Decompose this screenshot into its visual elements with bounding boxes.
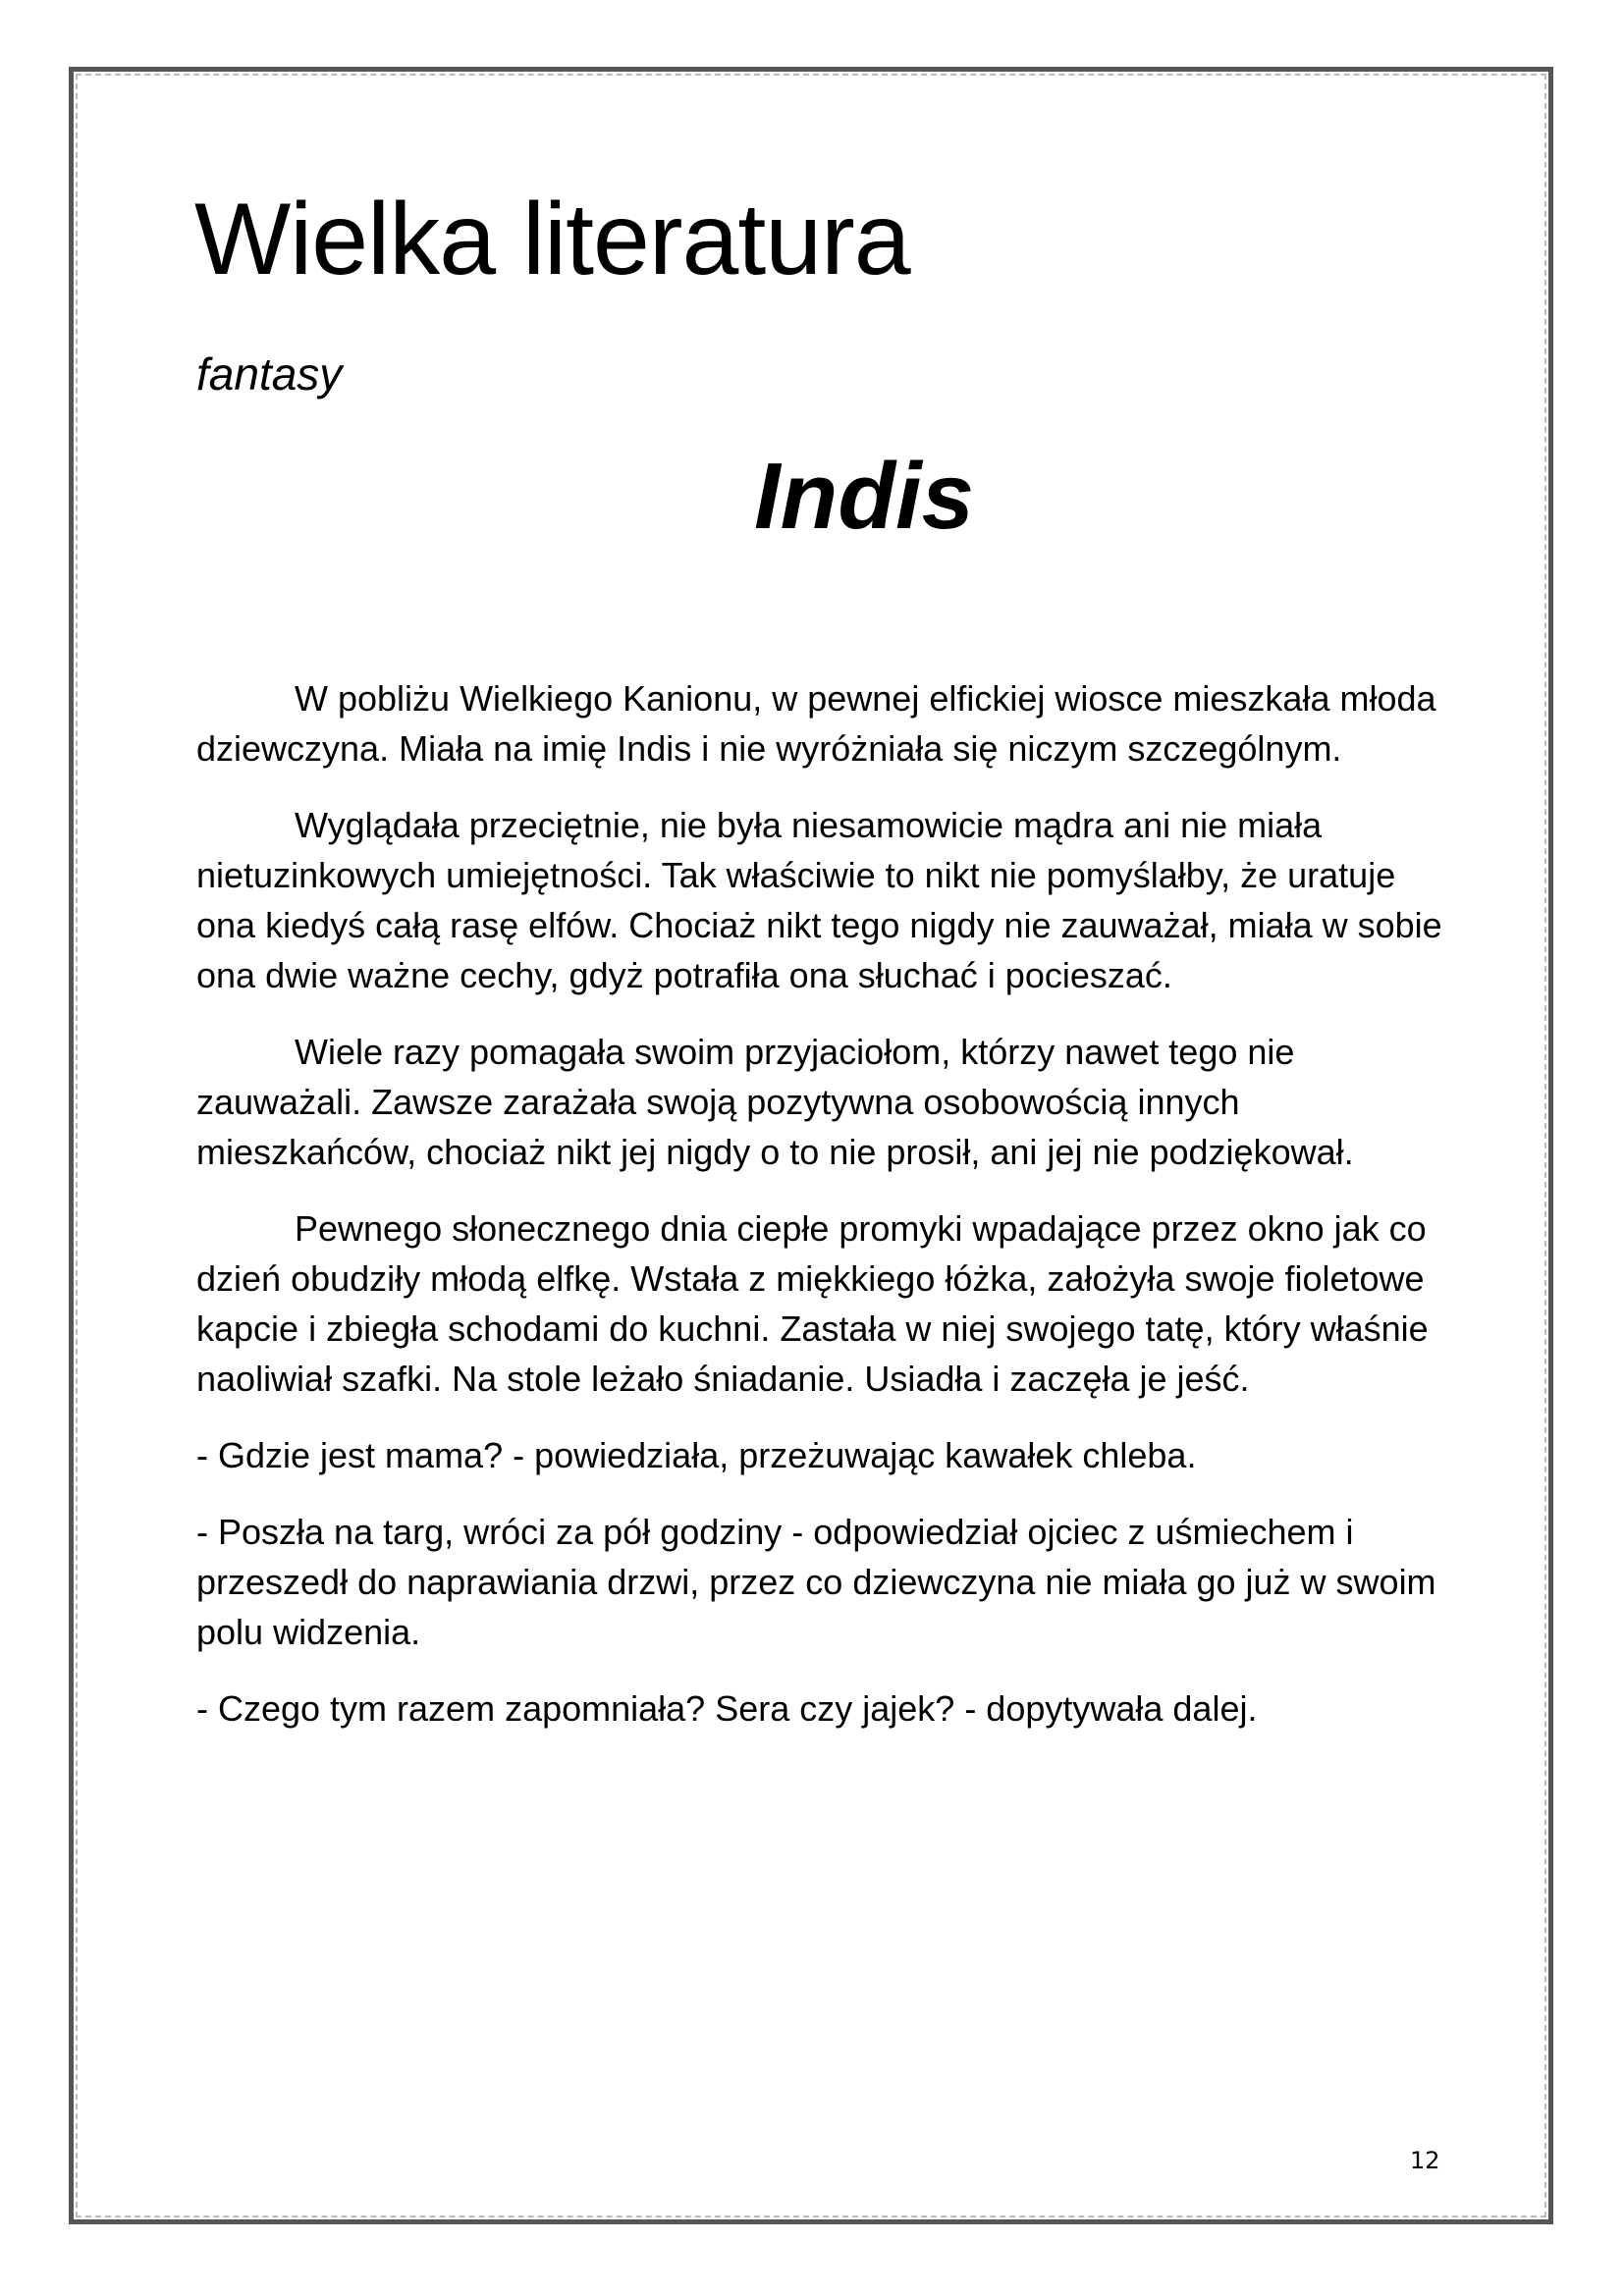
genre-label: fantasy xyxy=(196,348,343,400)
story-paragraph: Wiele razy pomagała swoim przyjaciołom, którzy nawet tego nie zauważali. Zawsze zarażała swoją pozytywna osobowością innych mieszkańców, chociaż nikt jej nigdy o to nie prosił, ani jej nie podziękował. xyxy=(196,1032,1354,1172)
section-title: Wielka literatura xyxy=(194,183,910,296)
story-paragraph: Wyglądała przeciętnie, nie była niesamowicie mądra ani nie miała nietuzinkowych umiejętności. Tak właściwie to nikt nie pomyślałby, że uratuje ona kiedyś całą rasę elfów. Chociaż nikt tego nigdy nie zauważał, miała w sobie ona dwie ważne cechy, gdyż potrafiła ona słuchać i pocieszać. xyxy=(196,805,1442,995)
page-number: 12 xyxy=(1410,2147,1440,2174)
story-paragraph: Pewnego słonecznego dnia ciepłe promyki wpadające przez okno jak co dzień obudziły młodą elfkę. Wstała z miękkiego łóżka, założyła swoje fioletowe kapcie i zbiegła schodami do kuchni. Zastała w niej swojego tatę, który właśnie naoliwiał szafki. Na stole leżało śniadanie. Usiadła i zaczęła je jeść. xyxy=(196,1208,1429,1399)
story-paragraph: W pobliżu Wielkiego Kanionu, w pewnej elfickiej wiosce mieszkała młoda dziewczyna. Miała na imię Indis i nie wyróżniała się niczym szczególnym. xyxy=(196,678,1436,769)
story-body xyxy=(196,673,1453,1760)
dialogue-line: - Czego tym razem zapomniała? Sera czy jajek? - dopytywała dalej. xyxy=(196,1688,1258,1729)
dialogue-line: - Gdzie jest mama? - powiedziała, przeżuwając kawałek chleba. xyxy=(196,1435,1197,1475)
dialogue-line: - Poszła na targ, wróci za pół godziny - odpowiedział ojciec z uśmiechem i przeszedł do naprawiania drzwi, przez co dziewczyna nie miała go już w swoim polu widzenia. xyxy=(196,1512,1436,1652)
story-title: Indis xyxy=(754,444,975,549)
